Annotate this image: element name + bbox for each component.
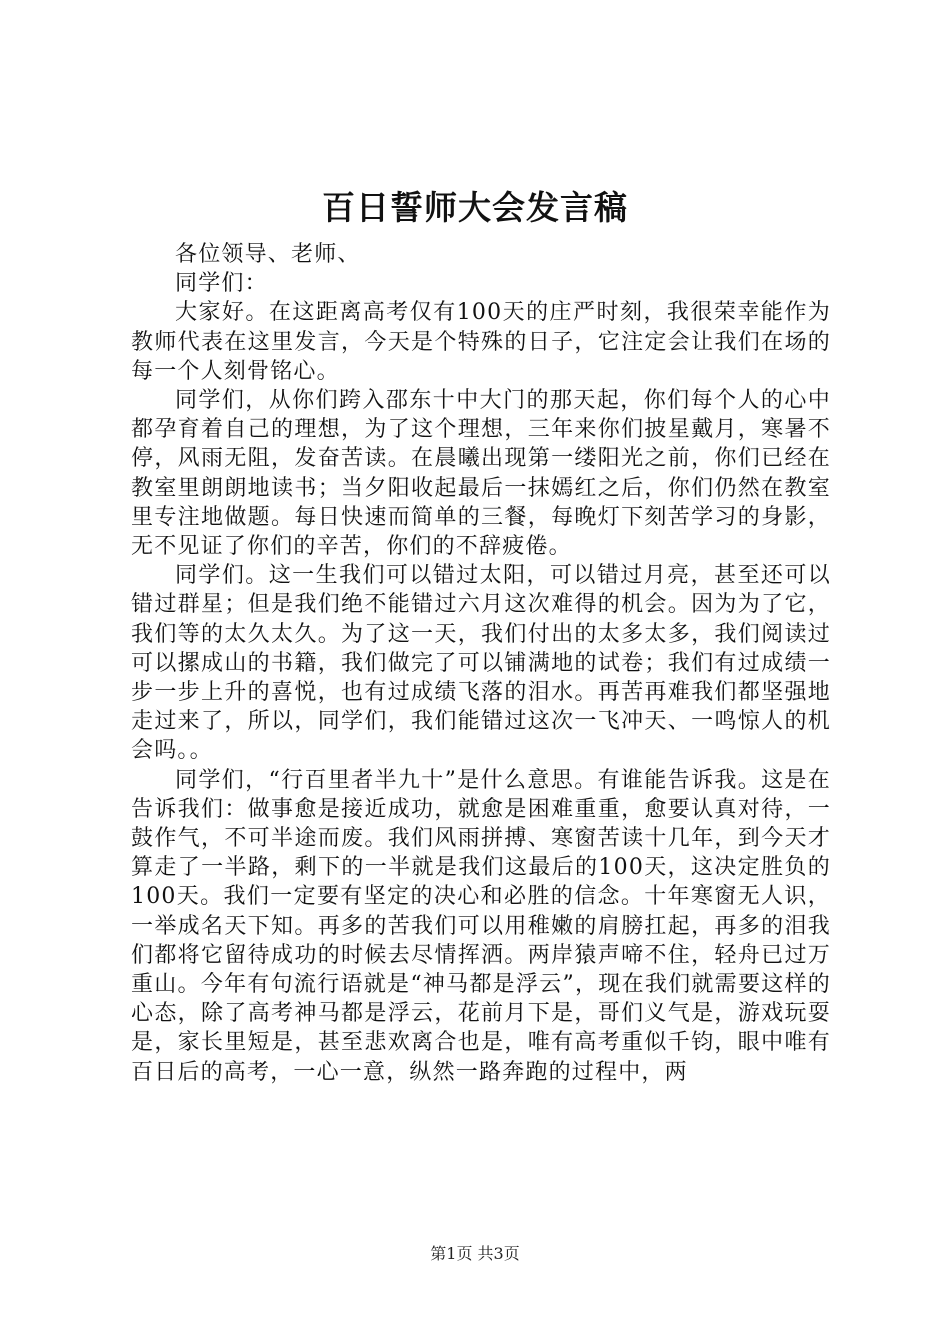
salutation-line: 同学们：	[175, 271, 268, 297]
document-title: 百日誓师大会发言稿	[322, 188, 628, 227]
body-paragraph: 同学们。这一生我们可以错过太阳，可以错过月亮，甚至还可以错过群星；但是我们绝不能错过六月这次难得的机会。因为为了它，我们等的太久太久。为了这一天，我们付出的太多太多，我们阅读过可以摞成山的书籍，我们做完了可以铺满地的试卷；我们有过成绩一步一步上升的喜悦，也有过成绩飞落的泪水。再苦再难我们都坚强地走过来了，所以，同学们，我们能错过这次一飞冲天、一鸣惊人的机会吗。。	[131, 563, 831, 764]
salutation-line: 各位领导、老师、	[175, 242, 361, 267]
page-footer	[0, 1243, 950, 1265]
page-number: 第1页	[430, 1244, 473, 1263]
document-body	[131, 240, 831, 1087]
body-paragraph: 同学们，“行百里者半九十”是什么意思。有谁能告诉我。这是在告诉我们：做事愈是接近成功，就愈是困难重重，愈要认真对待，一鼓作气，不可半途而废。我们风雨拼搏、寒窗苦读十几年，到今天才算走了一半路，剩下的一半就是我们这最后的100天，这决定胜负的100天。我们一定要有坚定的决心和必胜的信念。十年寒窗无人识，一举成名天下知。再多的苦我们可以用稚嫩的肩膀扛起，再多的泪我们都将它留待成功的时候去尽情挥洒。两岸猿声啼不住，轻舟已过万重山。今年有句流行语就是“神马都是浮云”，现在我们就需要这样的心态，除了高考神马都是浮云，花前月下是，哥们义气是，游戏玩耍是，家长里短是，甚至悲欢离合也是，唯有高考重似千钧，眼中唯有百日后的高考，一心一意，纵然一路奔跑的过程中，两	[131, 767, 831, 1085]
body-paragraph: 同学们，从你们跨入邵东十中大门的那天起，你们每个人的心中都孕育着自己的理想，为了这个理想，三年来你们披星戴月，寒暑不停，风雨无阻，发奋苦读。在晨曦出现第一缕阳光之前，你们已经在教室里朗朗地读书；当夕阳收起最后一抹嫣红之后，你们仍然在教室里专注地做题。每日快速而简单的三餐，每晚灯下刻苦学习的身影，无不见证了你们的辛苦，你们的不辞疲倦。	[131, 388, 831, 560]
body-paragraph: 大家好。在这距离高考仅有100天的庄严时刻，我很荣幸能作为教师代表在这里发言，今天是个特殊的日子，它注定会让我们在场的每一个人刻骨铭心。	[131, 300, 831, 384]
page-total: 共3页	[477, 1244, 520, 1263]
